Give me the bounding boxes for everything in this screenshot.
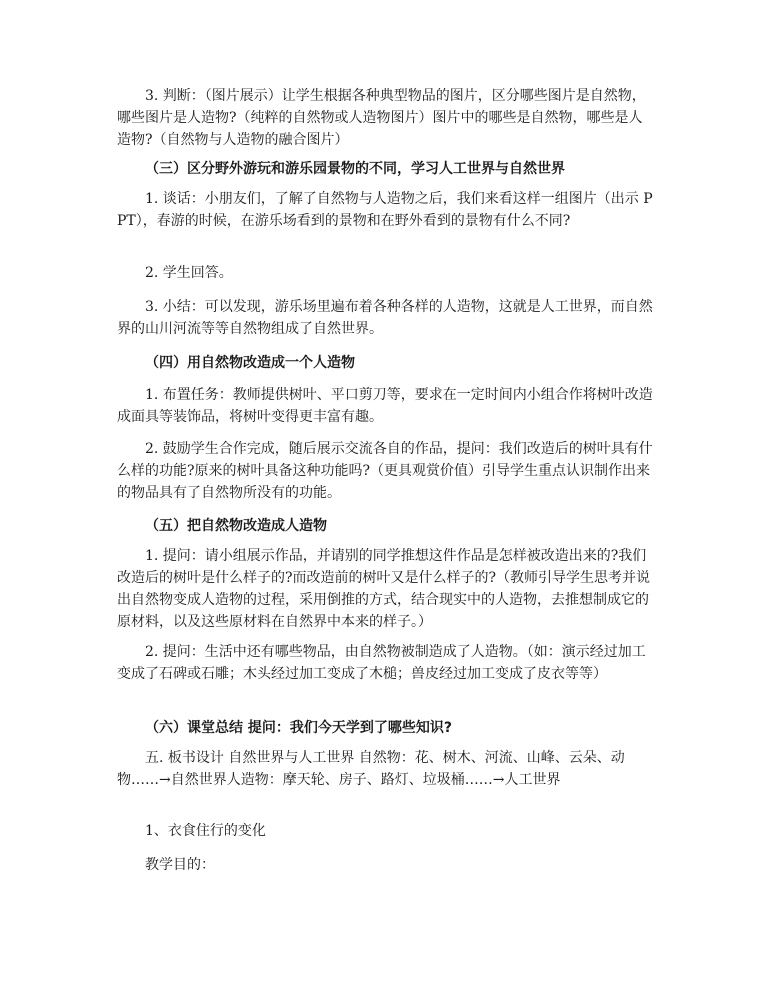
section-heading-5: （五）把自然物改造成人造物	[145, 518, 327, 534]
paragraph-talk: 1. 谈话：小朋友们，了解了自然物与人造物之后，我们来看这样一组图片（出示 PPT），春游的时候，在游乐场看到的景物和在野外看到的景物有什么不同?	[117, 191, 653, 229]
paragraph-teaching-goal: 教学目的：	[145, 857, 215, 873]
paragraph-student-answer: 2. 学生回答。	[145, 265, 233, 281]
section-heading-4: （四）用自然物改造成一个人造物	[145, 355, 355, 371]
paragraph-board-design: 五. 板书设计 自然世界与人工世界 自然物：花、树木、河流、山峰、云朵、动物……→自然世界人造物：摩天轮、房子、路灯、垃圾桶……→人工世界	[117, 750, 625, 788]
paragraph-lesson-title: 1、衣食住行的变化	[145, 823, 266, 839]
paragraph-question-1: 1. 提问：请小组展示作品，并请别的同学推想这件作品是怎样被改造出来的?我们改造后的树叶是什么样子的?而改造前的树叶又是什么样子的?（教师引导学生思考并说出自然物变成人造物的过程，采用倒推的方式，结合现实中的人造物，去推想制成它的原材料，以及这些原材料在自然界中本来的样子。）	[117, 548, 651, 630]
paragraph-encourage: 2. 鼓励学生合作完成，随后展示交流各自的作品，提问：我们改造后的树叶具有什么样的功能?原来的树叶具备这种功能吗?（更具观赏价值）引导学生重点认识制作出来的物品具有了自然物所没有的功能。	[117, 441, 653, 501]
paragraph-task: 1. 布置任务：教师提供树叶、平口剪刀等，要求在一定时间内小组合作将树叶改造成面具等装饰品，将树叶变得更丰富有趣。	[117, 387, 653, 425]
paragraph-question-2: 2. 提问：生活中还有哪些物品，由自然物被制造成了人造物。（如：演示经过加工变成了石碑或石雕；木头经过加工变成了木槌；兽皮经过加工变成了皮衣等等）	[117, 644, 646, 682]
section-heading-6: （六）课堂总结 提问：我们今天学到了哪些知识?	[145, 720, 452, 736]
section-heading-3: （三）区分野外游玩和游乐园景物的不同，学习人工世界与自然世界	[145, 161, 565, 177]
paragraph-judgment: 3. 判断：（图片展示）让学生根据各种典型物品的图片，区分哪些图片是自然物，哪些图片是人造物?（纯粹的自然物或人造物图片）图片中的哪些是自然物，哪些是人造物?（自然物与人造物的融合图片）	[117, 88, 646, 148]
paragraph-summary: 3. 小结：可以发现，游乐场里遍布着各种各样的人造物，这就是人工世界，而自然界的山川河流等等自然物组成了自然世界。	[117, 299, 653, 337]
